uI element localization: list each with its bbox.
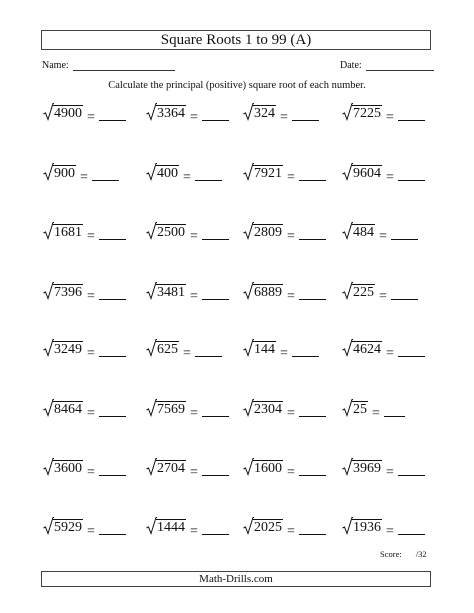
radical-sign <box>146 458 186 476</box>
radical-sign <box>243 222 283 240</box>
equals-sign: = <box>372 406 380 421</box>
radical-sign <box>43 458 83 476</box>
answer-blank[interactable] <box>195 344 222 357</box>
radicand: 3481 <box>157 285 185 300</box>
radicand: 25 <box>353 402 367 417</box>
problem-item <box>146 517 229 540</box>
equals-sign: = <box>190 406 198 421</box>
worksheet-title: Square Roots 1 to 99 (A) <box>41 30 431 50</box>
problem-item <box>243 282 326 305</box>
radicand: 4900 <box>54 106 82 121</box>
problem-item <box>243 222 326 245</box>
radical-sign <box>43 163 76 181</box>
radical-sign <box>243 517 283 535</box>
radical-sign <box>342 103 382 121</box>
radicand: 900 <box>54 166 75 181</box>
problem-item <box>243 339 319 362</box>
problem-item <box>243 458 326 481</box>
answer-blank[interactable] <box>384 404 405 417</box>
problem-item <box>43 103 126 126</box>
problem-item <box>342 282 418 305</box>
answer-blank[interactable] <box>299 522 326 535</box>
equals-sign: = <box>190 524 198 539</box>
equals-sign: = <box>386 346 394 361</box>
radicand: 7225 <box>353 106 381 121</box>
radical-sign <box>243 103 276 121</box>
radical-sign <box>146 399 186 417</box>
answer-blank[interactable] <box>292 108 319 121</box>
radicand: 9604 <box>353 166 381 181</box>
problem-item <box>146 222 229 245</box>
radical-sign <box>342 163 382 181</box>
radical-sign <box>43 517 83 535</box>
problem-item <box>43 517 126 540</box>
answer-blank[interactable] <box>202 404 229 417</box>
radicand: 8464 <box>54 402 82 417</box>
instructions: Calculate the principal (positive) square root of each number. <box>108 80 366 91</box>
radical-sign <box>342 282 375 300</box>
answer-blank[interactable] <box>299 404 326 417</box>
problem-item <box>342 339 425 362</box>
answer-blank[interactable] <box>202 463 229 476</box>
radical-sign <box>43 103 83 121</box>
problem-item <box>342 399 405 422</box>
answer-blank[interactable] <box>99 522 126 535</box>
problem-item <box>342 517 425 540</box>
equals-sign: = <box>280 346 288 361</box>
answer-blank[interactable] <box>398 463 425 476</box>
radicand: 6889 <box>254 285 282 300</box>
equals-sign: = <box>379 289 387 304</box>
radical-sign <box>43 399 83 417</box>
radicand: 5929 <box>54 520 82 535</box>
answer-blank[interactable] <box>202 227 229 240</box>
radicand: 1600 <box>254 461 282 476</box>
problem-item <box>342 222 418 245</box>
equals-sign: = <box>386 524 394 539</box>
problem-item <box>243 517 326 540</box>
answer-blank[interactable] <box>99 404 126 417</box>
footer: Math-Drills.com <box>41 571 431 587</box>
radical-sign <box>243 282 283 300</box>
radical-sign <box>342 517 382 535</box>
equals-sign: = <box>87 229 95 244</box>
problem-item <box>243 163 326 186</box>
equals-sign: = <box>190 229 198 244</box>
radical-sign <box>146 339 179 357</box>
problem-item <box>342 103 425 126</box>
problem-item <box>43 458 126 481</box>
radicand: 2809 <box>254 225 282 240</box>
answer-blank[interactable] <box>299 463 326 476</box>
radicand: 3600 <box>54 461 82 476</box>
equals-sign: = <box>190 110 198 125</box>
score <box>380 549 427 559</box>
equals-sign: = <box>87 465 95 480</box>
answer-blank[interactable] <box>292 344 319 357</box>
problem-item <box>146 399 229 422</box>
problem-item <box>146 458 229 481</box>
name-label: Name: <box>42 60 69 71</box>
equals-sign: = <box>287 229 295 244</box>
radical-sign <box>146 163 179 181</box>
answer-blank[interactable] <box>202 108 229 121</box>
problem-item <box>43 399 126 422</box>
radical-sign <box>43 282 83 300</box>
answer-blank[interactable] <box>99 227 126 240</box>
answer-blank[interactable] <box>391 227 418 240</box>
equals-sign: = <box>379 229 387 244</box>
equals-sign: = <box>190 289 198 304</box>
equals-sign: = <box>87 406 95 421</box>
answer-blank[interactable] <box>299 287 326 300</box>
equals-sign: = <box>386 170 394 185</box>
radicand: 3364 <box>157 106 185 121</box>
score-total: /32 <box>415 549 427 559</box>
radicand: 1681 <box>54 225 82 240</box>
answer-blank[interactable] <box>99 108 126 121</box>
equals-sign: = <box>87 346 95 361</box>
score-label: Score: <box>380 549 402 559</box>
problem-item <box>146 282 229 305</box>
answer-blank[interactable] <box>299 168 326 181</box>
equals-sign: = <box>87 289 95 304</box>
radicand: 484 <box>353 225 374 240</box>
radicand: 7396 <box>54 285 82 300</box>
equals-sign: = <box>183 170 191 185</box>
radical-sign <box>342 222 375 240</box>
radical-sign <box>146 222 186 240</box>
answer-blank[interactable] <box>391 287 418 300</box>
equals-sign: = <box>190 465 198 480</box>
problem-item <box>146 163 222 186</box>
radicand: 7921 <box>254 166 282 181</box>
equals-sign: = <box>287 406 295 421</box>
equals-sign: = <box>287 465 295 480</box>
radical-sign <box>342 399 368 417</box>
radical-sign <box>146 282 186 300</box>
answer-blank[interactable] <box>398 168 425 181</box>
problem-item <box>243 399 326 422</box>
answer-blank[interactable] <box>202 522 229 535</box>
radicand: 1936 <box>353 520 381 535</box>
radicand: 144 <box>254 342 275 357</box>
equals-sign: = <box>287 289 295 304</box>
problem-item <box>243 103 319 126</box>
date-label: Date: <box>340 60 362 71</box>
radicand: 2025 <box>254 520 282 535</box>
radical-sign <box>146 103 186 121</box>
problem-item <box>43 222 126 245</box>
equals-sign: = <box>287 524 295 539</box>
radical-sign <box>43 222 83 240</box>
answer-blank[interactable] <box>92 168 119 181</box>
radicand: 1444 <box>157 520 185 535</box>
radicand: 400 <box>157 166 178 181</box>
problem-item <box>43 163 119 186</box>
radicand: 2500 <box>157 225 185 240</box>
answer-blank[interactable] <box>195 168 222 181</box>
equals-sign: = <box>80 170 88 185</box>
answer-blank[interactable] <box>99 344 126 357</box>
radical-sign <box>243 163 283 181</box>
equals-sign: = <box>386 465 394 480</box>
answer-blank[interactable] <box>99 463 126 476</box>
equals-sign: = <box>386 110 394 125</box>
radicand: 2304 <box>254 402 282 417</box>
radical-sign <box>342 458 382 476</box>
problem-item <box>146 339 222 362</box>
problem-item <box>146 103 229 126</box>
radicand: 3969 <box>353 461 381 476</box>
problem-item <box>43 282 126 305</box>
problem-item <box>43 339 126 362</box>
radical-sign <box>243 399 283 417</box>
equals-sign: = <box>183 346 191 361</box>
radicand: 225 <box>353 285 374 300</box>
answer-blank[interactable] <box>398 108 425 121</box>
radical-sign <box>43 339 83 357</box>
problem-item <box>342 458 425 481</box>
equals-sign: = <box>287 170 295 185</box>
answer-blank[interactable] <box>299 227 326 240</box>
radical-sign <box>342 339 382 357</box>
problem-item <box>342 163 425 186</box>
radical-sign <box>243 458 283 476</box>
radicand: 3249 <box>54 342 82 357</box>
equals-sign: = <box>87 110 95 125</box>
radical-sign <box>146 517 186 535</box>
radicand: 7569 <box>157 402 185 417</box>
answer-blank[interactable] <box>202 287 229 300</box>
radicand: 324 <box>254 106 275 121</box>
radicand: 625 <box>157 342 178 357</box>
equals-sign: = <box>280 110 288 125</box>
answer-blank[interactable] <box>398 344 425 357</box>
answer-blank[interactable] <box>99 287 126 300</box>
equals-sign: = <box>87 524 95 539</box>
radicand: 2704 <box>157 461 185 476</box>
radicand: 4624 <box>353 342 381 357</box>
radical-sign <box>243 339 276 357</box>
answer-blank[interactable] <box>398 522 425 535</box>
